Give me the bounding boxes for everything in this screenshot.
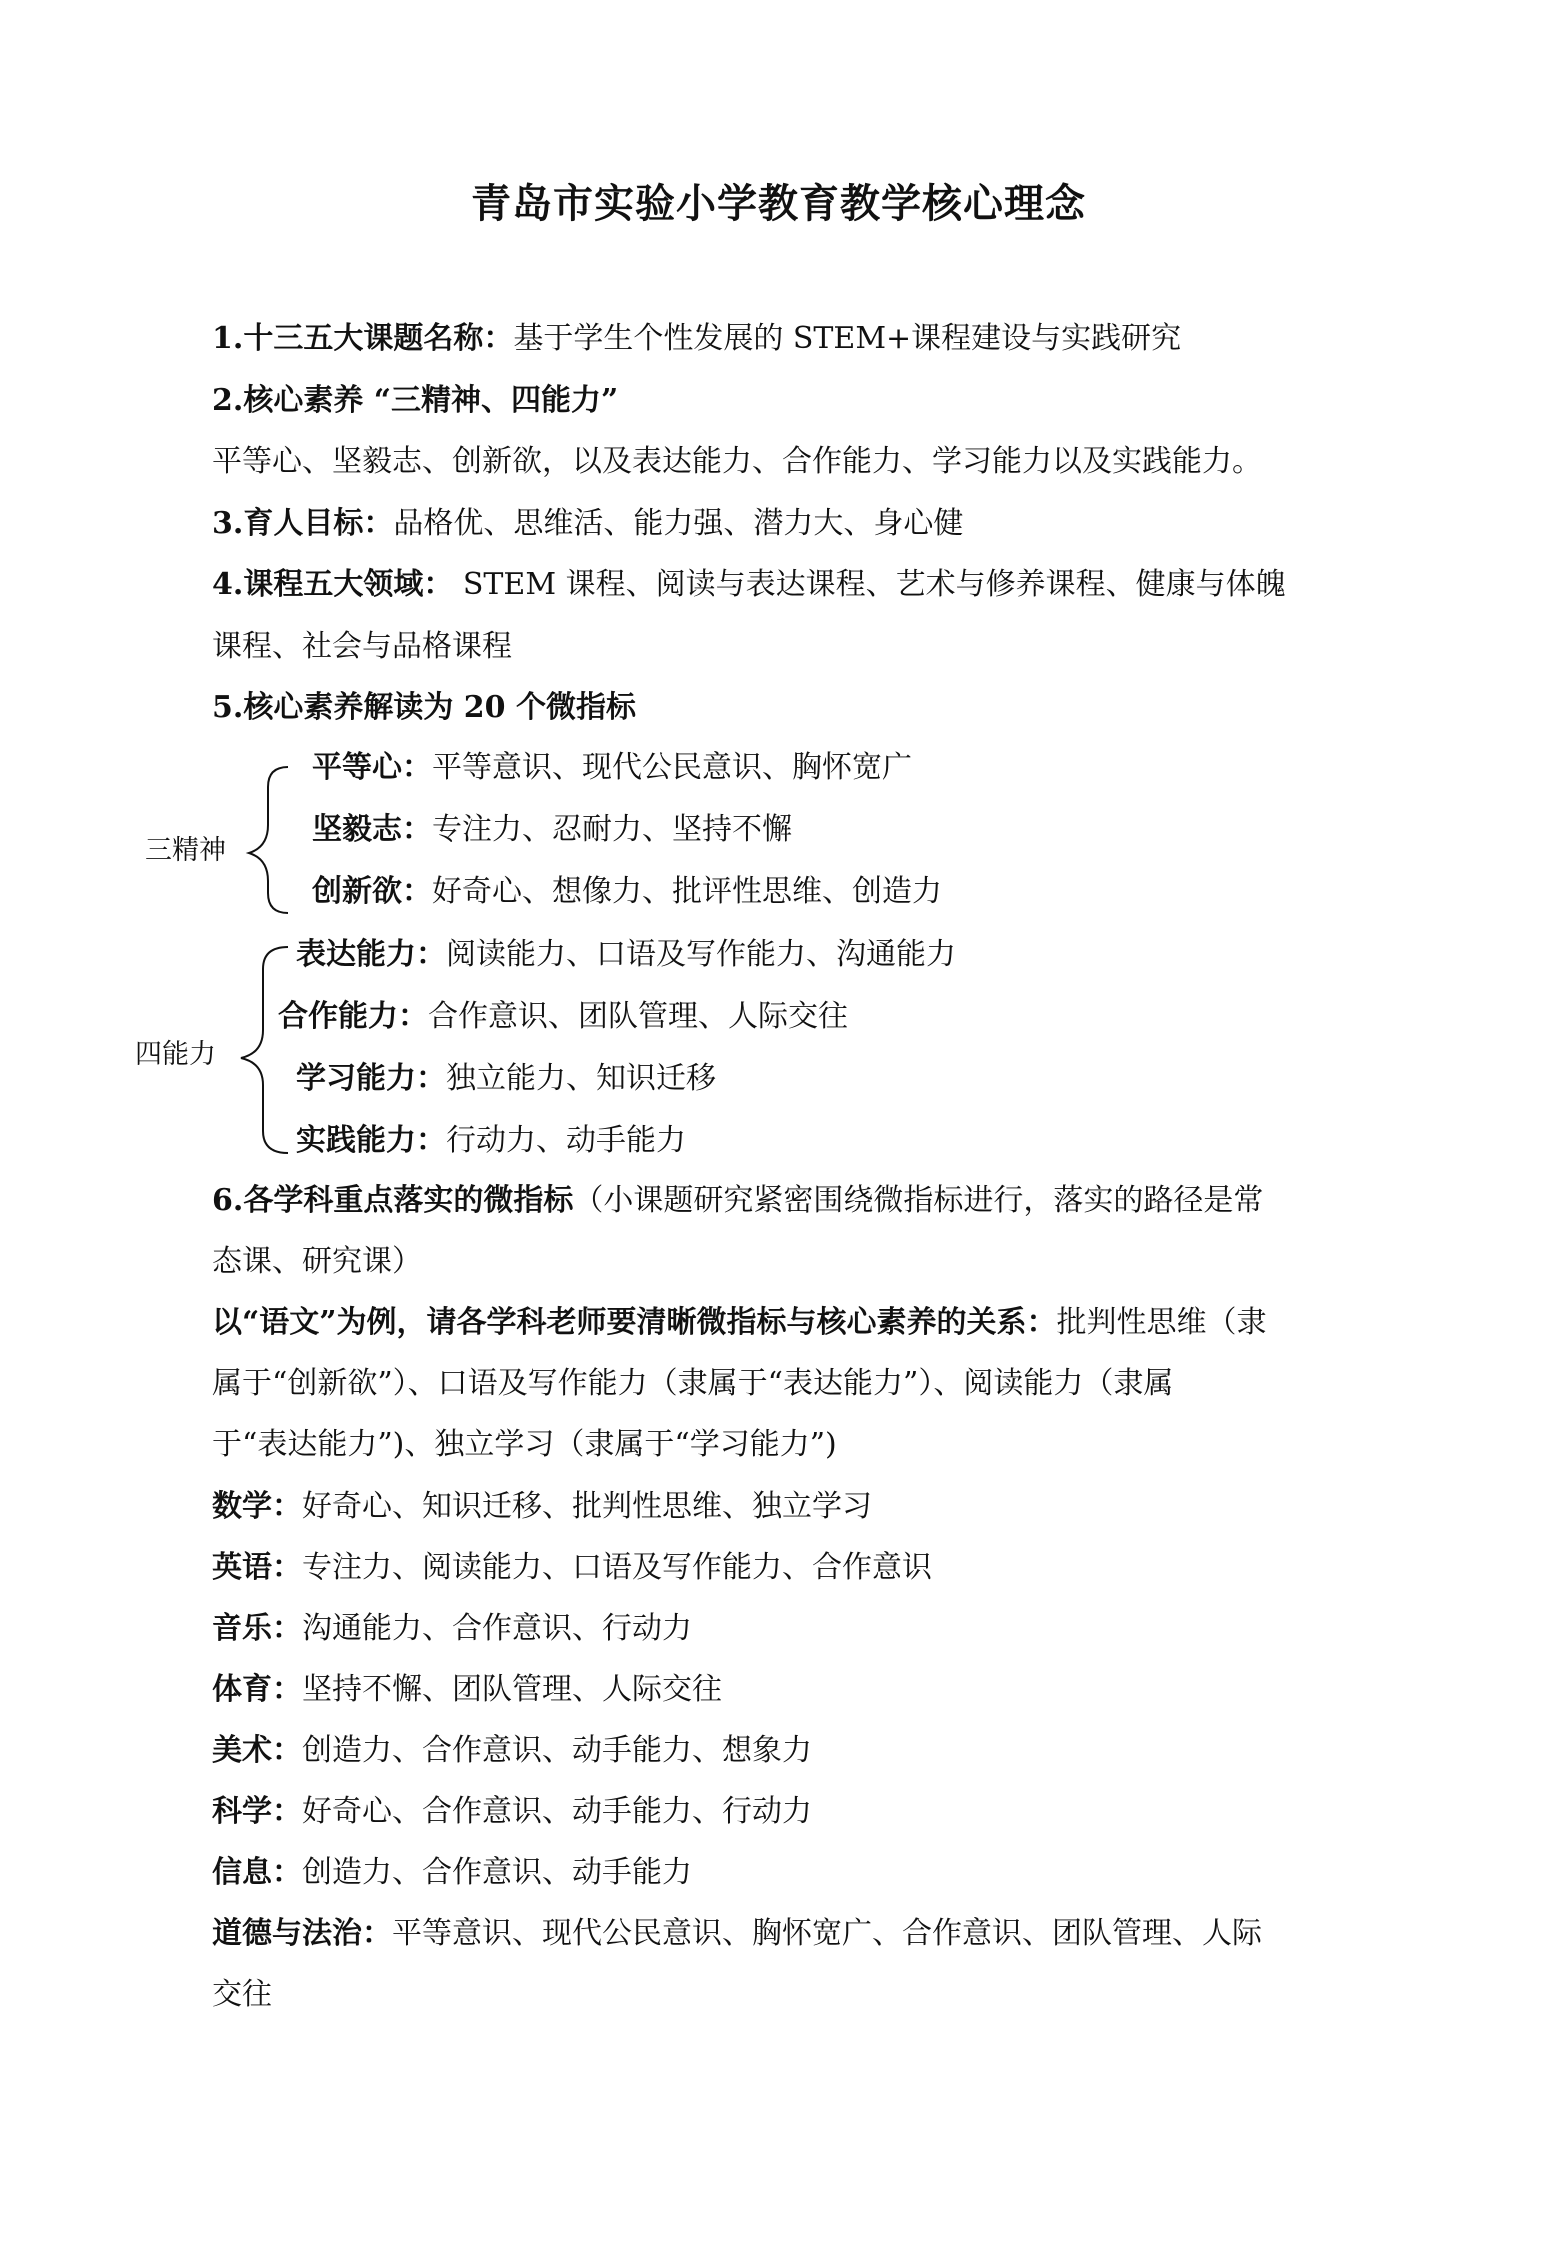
ability-item <box>296 935 956 975</box>
ability-name: 合作能力： <box>278 999 428 1034</box>
subject-row <box>212 1548 932 1588</box>
spirit-name: 平等心： <box>312 750 432 785</box>
ability-item <box>296 1059 716 1099</box>
ability-name: 实践能力： <box>296 1123 446 1158</box>
subject-indicators: 好奇心、合作意识、动手能力、行动力 <box>302 1794 812 1829</box>
subject-row-continuation: 交往 <box>212 1977 272 2012</box>
spirit-item <box>312 810 792 850</box>
ability-value: 阅读能力、口语及写作能力、沟通能力 <box>446 937 956 972</box>
spirit-item <box>312 872 942 912</box>
subject-name: 美术： <box>212 1733 302 1768</box>
example-intro-text-3: 于“表达能力”)、独立学习（隶属于“学习能力”) <box>212 1427 837 1462</box>
section-6 <box>212 1181 1263 1221</box>
section-4-text-2: 课程、社会与品格课程 <box>212 629 512 664</box>
group-label-abilities: 四能力 <box>135 1039 216 1070</box>
spirit-value: 专注力、忍耐力、坚持不懈 <box>432 812 792 847</box>
ability-value: 合作意识、团队管理、人际交往 <box>428 999 848 1034</box>
section-2-heading: 2.核心素养 “三精神、四能力” <box>212 383 619 418</box>
group-label-spirits: 三精神 <box>145 835 226 866</box>
ability-item <box>278 997 848 1037</box>
subject-indicators: 好奇心、知识迁移、批判性思维、独立学习 <box>302 1489 872 1524</box>
section-3-text: 品格优、思维活、能力强、潜力大、身心健 <box>393 506 964 541</box>
subject-row <box>212 1792 812 1832</box>
section-4-text-1: STEM 课程、阅读与表达课程、艺术与修养课程、健康与体魄 <box>453 567 1286 602</box>
subject-name: 数学： <box>212 1489 302 1524</box>
subject-indicators: 创造力、合作意识、动手能力、想象力 <box>302 1733 812 1768</box>
example-intro-text-1: 批判性思维（隶 <box>1056 1305 1267 1340</box>
spirit-value: 平等意识、现代公民意识、胸怀宽广 <box>432 750 912 785</box>
ability-name: 表达能力： <box>296 937 446 972</box>
subject-name: 信息： <box>212 1855 302 1890</box>
spirit-value: 好奇心、想像力、批评性思维、创造力 <box>432 874 942 909</box>
section-2-text: 平等心、坚毅志、创新欲，以及表达能力、合作能力、学习能力以及实践能力。 <box>212 444 1262 479</box>
subject-indicators: 创造力、合作意识、动手能力 <box>302 1855 692 1890</box>
subject-row <box>212 1853 692 1893</box>
subject-row <box>212 1487 872 1527</box>
section-6-text-2: 态课、研究课） <box>212 1244 422 1279</box>
example-intro-text-2: 属于“创新欲”）、口语及写作能力（隶属于“表达能力”）、阅读能力（隶属 <box>212 1366 1174 1401</box>
spirit-name: 创新欲： <box>312 874 432 909</box>
section-4 <box>212 565 1286 605</box>
subject-row <box>212 1670 722 1710</box>
example-intro-heading: 以“语文”为例，请各学科老师要清晰微指标与核心素养的关系： <box>212 1305 1057 1340</box>
spirit-item <box>312 748 912 788</box>
subject-name: 英语： <box>212 1550 302 1585</box>
section-4-heading: 4.课程五大领域： <box>212 567 454 602</box>
subject-row <box>212 1609 692 1649</box>
subject-indicators: 专注力、阅读能力、口语及写作能力、合作意识 <box>302 1550 932 1585</box>
section-5-heading: 5.核心素养解读为 20 个微指标 <box>212 690 636 725</box>
section-1-text: 基于学生个性发展的 STEM+课程建设与实践研究 <box>513 321 1182 356</box>
section-3 <box>212 504 963 544</box>
left-brace-icon <box>243 765 293 915</box>
section-1-heading: 1.十三五大课题名称： <box>212 321 514 356</box>
subject-name: 体育： <box>212 1672 302 1707</box>
subject-row <box>212 1914 1262 1954</box>
ability-value: 独立能力、知识迁移 <box>446 1061 716 1096</box>
left-brace-icon <box>233 945 293 1155</box>
example-intro <box>212 1303 1267 1343</box>
subject-indicators: 平等意识、现代公民意识、胸怀宽广、合作意识、团队管理、人际 <box>392 1916 1262 1951</box>
subject-indicators: 沟通能力、合作意识、行动力 <box>302 1611 692 1646</box>
subject-row <box>212 1731 812 1771</box>
section-3-heading: 3.育人目标： <box>212 506 394 541</box>
ability-name: 学习能力： <box>296 1061 446 1096</box>
section-6-heading: 6.各学科重点落实的微指标 <box>212 1183 574 1218</box>
subject-name: 科学： <box>212 1794 302 1829</box>
spirit-name: 坚毅志： <box>312 812 432 847</box>
ability-value: 行动力、动手能力 <box>446 1123 686 1158</box>
section-6-text-1: （小课题研究紧密围绕微指标进行，落实的路径是常 <box>573 1183 1264 1218</box>
section-1 <box>212 319 1181 359</box>
subject-name: 音乐： <box>212 1611 302 1646</box>
ability-item <box>296 1121 686 1161</box>
subject-name: 道德与法治： <box>212 1916 392 1951</box>
page-title: 青岛市实验小学教育教学核心理念 <box>471 180 1086 227</box>
subject-indicators: 坚持不懈、团队管理、人际交往 <box>302 1672 722 1707</box>
